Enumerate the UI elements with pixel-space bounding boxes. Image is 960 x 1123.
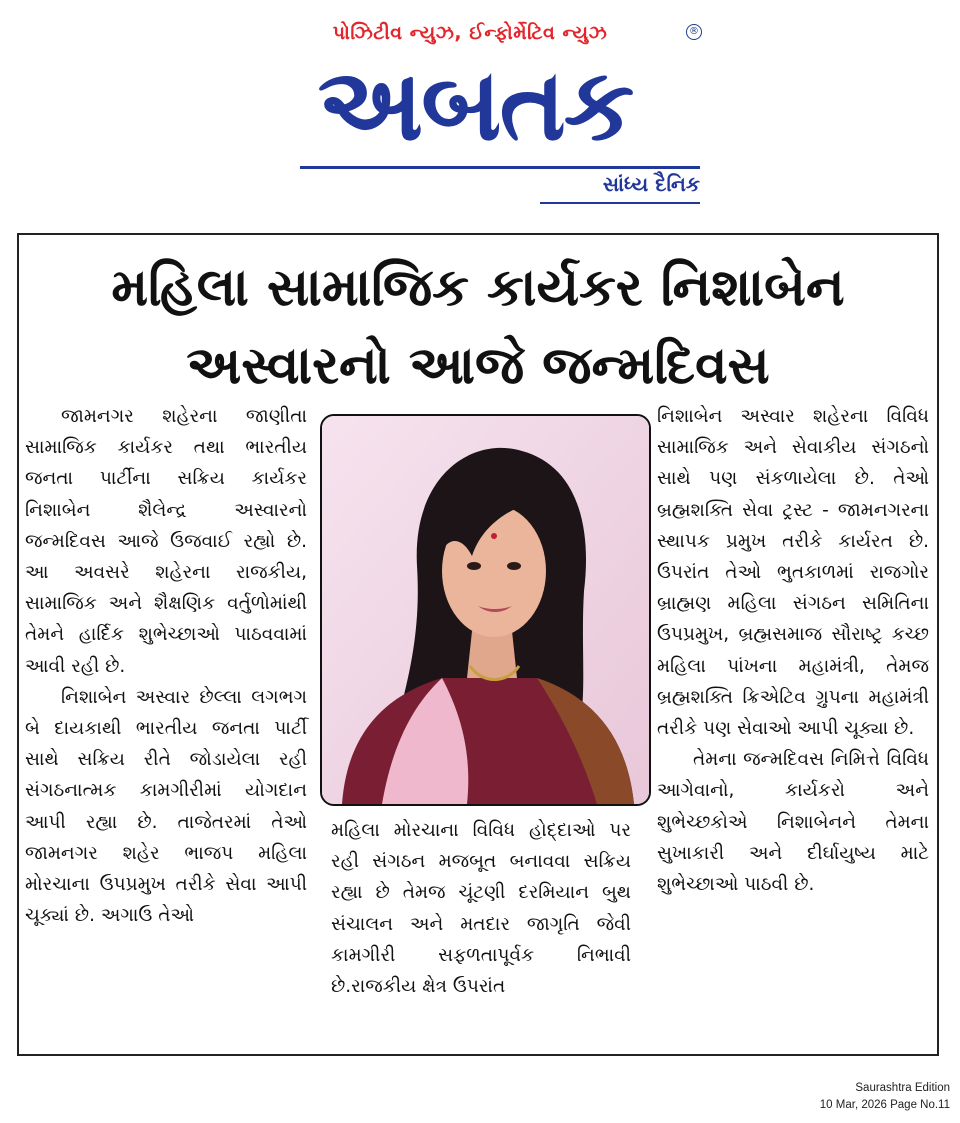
page-footer — [820, 1080, 950, 1114]
paragraph: નિશાબેન અસ્વાર છેલ્લા લગભગ બે દાયકાથી ભારતીય જનતા પાર્ટી સાથે સક્રિય રીતે જોડાયેલા રહી સંગઠનાત્મક કામગીરીમાં યોગદાન આપી રહ્યા છે. તાજેતરમાં તેઓ જામનગર શહેર ભાજપ મહિલા મોરચાના ઉપપ્રમુખ તરીકે સેવા આપી ચૂક્યાં છે. અગાઉ તેઓ — [25, 686, 307, 927]
tagline: પોઝિટીવ ન્યુઝ, ઈન્ફોર્મેટિવ ન્યુઝ — [332, 22, 608, 44]
portrait-photo — [320, 414, 651, 806]
paragraph: તેમના જન્મદિવસ નિમિત્તે વિવિધ આગેવાનો, કાર્યકરો અને શુભેચ્છકોએ નિશાબેનને તેમના સુખાકારી અને દીર્ઘાયુષ્ય માટે શુભેચ્છાઓ પાઠવી છે. — [657, 749, 929, 896]
article-column-left — [25, 401, 307, 931]
portrait-image — [322, 416, 649, 804]
registered-mark-icon: ® — [686, 24, 702, 40]
headline-line-2: અસ્વારનો આજે જન્મદિવસ — [186, 336, 770, 396]
article-column-middle — [331, 815, 631, 1002]
logo-underline — [300, 166, 700, 169]
masthead-subtitle: સાંધ્ય દૈનિક — [602, 172, 700, 196]
newspaper-logo: અબતક — [317, 46, 633, 163]
article-headline — [19, 249, 937, 405]
paragraph: મહિલા મોરચાના વિવિધ હોદ્દાઓ પર રહી સંગઠન મજબૂત બનાવવા સક્રિય રહ્યા છે તેમજ ચૂંટણી દરમિયાન બુથ સંચાલન અને મતદાર જાગૃતિ જેવી કામગીરી સફળતાપૂર્વક નિભાવી છે.રાજકીય ક્ષેત્ર ઉપરાંત — [331, 820, 631, 998]
headline-line-1: મહિલા સામાજિક કાર્યકર નિશાબેન — [111, 258, 845, 318]
paragraph: નિશાબેન અસ્વાર શહેરના વિવિધ સામાજિક અને સેવાકીય સંગઠનો સાથે પણ સંકળાયેલા છે. તેઓ બ્રહ્મશક્તિ સેવા ટ્રસ્ટ - જામનગરના સ્થાપક પ્રમુખ તરીકે કાર્યરત છે. ઉપરાંત તેઓ ભુતકાળમાં રાજગોર બ્રાહ્મણ મહિલા સંગઠન સમિતિના ઉપપ્રમુખ, બ્રહ્મસમાજ સૌરાષ્ટ્ર કચ્છ મહિલા પાંખના મહામંત્રી, તેમજ બ્રહ્મશક્તિ ક્રિએટિવ ગ્રુપના મહામંત્રી તરીકે પણ સેવાઓ આપી ચૂક્યા છે. — [657, 406, 929, 740]
article-box — [17, 233, 939, 1056]
date-page-label: 10 Mar, 2026 Page No.11 — [819, 1099, 950, 1111]
subtitle-underline — [540, 202, 700, 204]
article-column-right — [657, 401, 929, 900]
edition-label: Saurashtra Edition — [855, 1082, 950, 1094]
paragraph: જામનગર શહેરના જાણીતા સામાજિક કાર્યકર તથા ભારતીય જનતા પાર્ટીના સક્રિય કાર્યકર નિશાબેન શૈલેન્દ્ર અસ્વારનો જન્મદિવસ આજે ઉજવાઈ રહ્યો છે. આ અવસરે શહેરના રાજકીય, સામાજિક અને શૈક્ષણિક વર્તુળોમાંથી તેમને હાર્દિક શુભેચ્છાઓ પાઠવવામાં આવી રહી છે. — [25, 406, 307, 677]
masthead — [250, 14, 710, 210]
